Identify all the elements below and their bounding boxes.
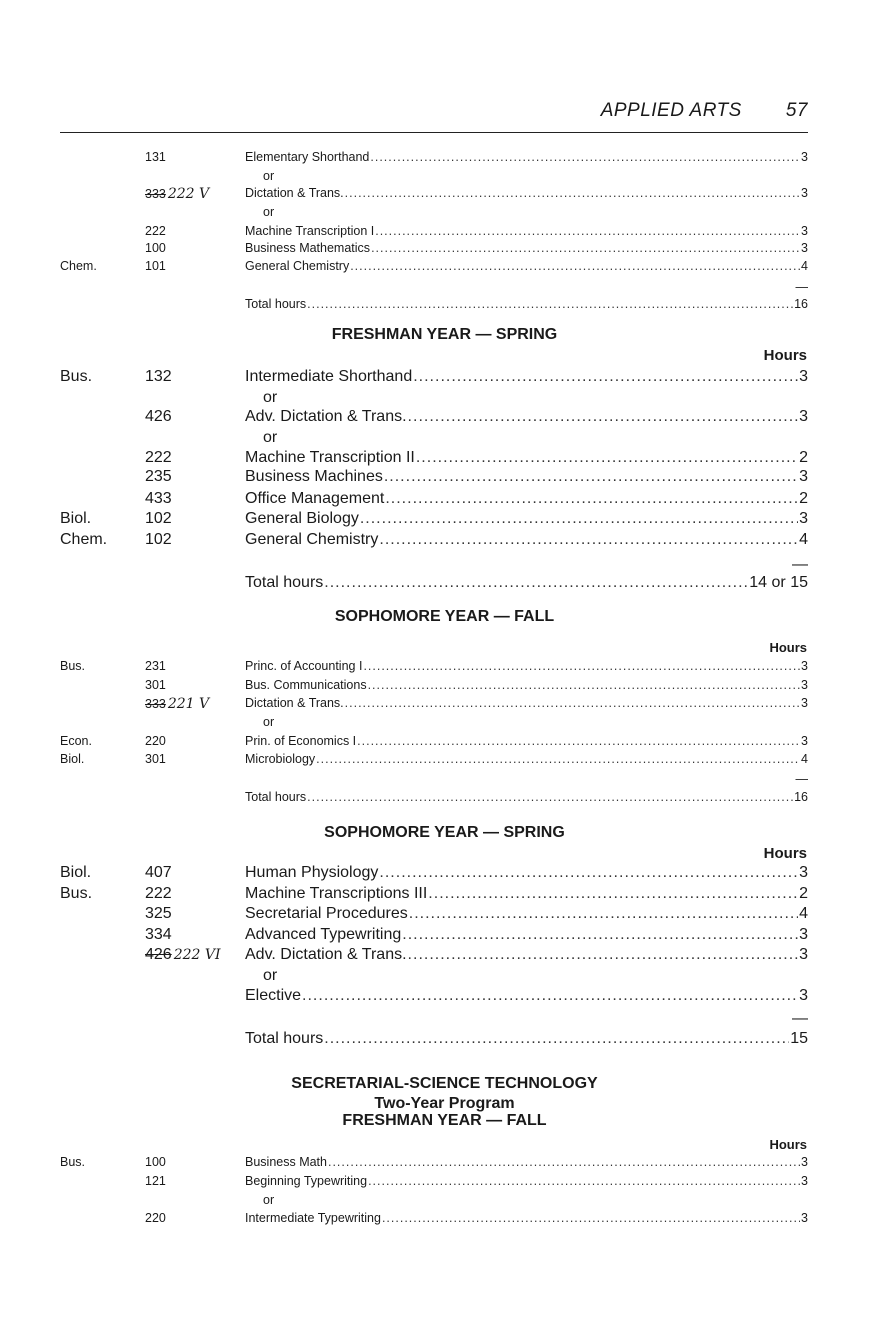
course-number xyxy=(145,449,172,467)
course-code-struck: 333 xyxy=(145,697,166,711)
course-title: Secretarial Procedures xyxy=(245,905,408,922)
course-code: 222 xyxy=(145,224,166,238)
credit-hours: 16 xyxy=(794,297,808,311)
credit-hours: 3 xyxy=(799,368,808,385)
course-row xyxy=(0,734,889,754)
credit-hours: 2 xyxy=(799,490,808,507)
course-number xyxy=(145,510,172,528)
course-title: Microbiology xyxy=(245,752,316,766)
course-title-line xyxy=(245,1155,808,1169)
department: Chem. xyxy=(60,259,97,273)
course-title: Dictation & Trans. xyxy=(245,186,344,200)
course-title: Total hours xyxy=(245,297,307,311)
leader-dots xyxy=(345,186,800,200)
course-title: Total hours xyxy=(245,790,307,804)
course-code: 433 xyxy=(145,490,172,507)
leader-dots xyxy=(379,531,798,549)
course-code-struck: 426 xyxy=(145,946,172,963)
course-title-line xyxy=(245,752,808,766)
course-title: Prin. of Economics I xyxy=(245,734,357,748)
course-title-line xyxy=(245,696,808,710)
credit-hours: 3 xyxy=(801,678,808,692)
course-title-line xyxy=(245,678,808,692)
leader-dots xyxy=(413,368,798,386)
total-rule xyxy=(0,556,889,576)
course-row xyxy=(0,468,889,488)
course-number xyxy=(145,864,172,882)
course-title-line xyxy=(245,531,808,549)
credit-hours: 3 xyxy=(799,510,808,527)
course-row xyxy=(0,150,889,170)
credit-hours: 4 xyxy=(801,259,808,273)
course-row xyxy=(0,946,889,966)
leader-dots xyxy=(302,987,798,1005)
leader-dots xyxy=(370,150,800,164)
course-number xyxy=(145,885,172,903)
course-code: 222 xyxy=(145,449,172,466)
course-code: 325 xyxy=(145,905,172,922)
course-number xyxy=(145,696,209,712)
course-title: Human Physiology xyxy=(245,864,379,881)
course-code: 301 xyxy=(145,678,166,692)
or-separator xyxy=(0,967,889,987)
leader-dots xyxy=(368,1174,800,1188)
course-title-line xyxy=(245,150,808,164)
hours-label: Hours xyxy=(763,845,807,862)
department: Biol. xyxy=(60,752,85,766)
leader-dots xyxy=(428,885,798,903)
handwritten-code: 222 V xyxy=(167,186,210,202)
course-number xyxy=(145,659,166,673)
handwritten-code: 221 V xyxy=(167,696,210,712)
credit-hours: 3 xyxy=(801,1155,808,1169)
course-row xyxy=(0,408,889,428)
or-label: or xyxy=(263,205,275,219)
course-title-line xyxy=(245,297,808,311)
department: Bus. xyxy=(60,368,93,385)
department: Bus. xyxy=(60,885,93,902)
or-label: or xyxy=(263,967,278,984)
or-separator xyxy=(0,1193,889,1213)
credit-hours: 2 xyxy=(799,449,808,466)
department: Bus. xyxy=(60,659,86,673)
department: Econ. xyxy=(60,734,92,748)
course-title: Bus. Communications xyxy=(245,678,367,692)
course-number xyxy=(145,926,172,944)
course-title: General Chemistry xyxy=(245,259,350,273)
course-row xyxy=(0,186,889,206)
credit-hours: 3 xyxy=(801,734,808,748)
course-row xyxy=(0,449,889,469)
course-title: Elective xyxy=(245,987,302,1004)
leader-dots xyxy=(385,490,798,508)
credit-hours: 3 xyxy=(801,696,808,710)
total-hours-row xyxy=(0,297,889,317)
course-number xyxy=(145,241,166,255)
course-number xyxy=(145,224,166,238)
course-title: Princ. of Accounting I xyxy=(245,659,363,673)
course-title-line xyxy=(245,259,808,273)
course-row xyxy=(0,987,889,1007)
course-row xyxy=(0,1211,889,1231)
department: Biol. xyxy=(60,510,92,527)
course-title-line xyxy=(245,574,808,592)
course-code: 407 xyxy=(145,864,172,881)
leader-dots xyxy=(350,259,800,273)
course-title-line xyxy=(245,790,808,804)
heading-two-year: Two-Year Program xyxy=(374,1095,515,1112)
course-title-line xyxy=(245,224,808,238)
total-hours-row xyxy=(0,1030,889,1050)
course-title: Machine Transcription II xyxy=(245,449,415,466)
credit-hours: 3 xyxy=(799,946,808,963)
leader-dots xyxy=(371,241,800,255)
course-code: 132 xyxy=(145,368,172,385)
course-number xyxy=(145,490,172,508)
page-header xyxy=(60,100,808,133)
course-number xyxy=(145,734,166,748)
course-code: 231 xyxy=(145,659,166,673)
or-separator xyxy=(0,205,889,225)
course-number xyxy=(145,408,172,426)
credit-hours: 2 xyxy=(799,885,808,902)
course-number xyxy=(145,905,172,923)
course-row xyxy=(0,659,889,679)
course-row xyxy=(0,531,889,551)
leader-dots xyxy=(384,468,798,486)
course-code: 222 xyxy=(145,885,172,902)
course-title-line xyxy=(245,449,808,467)
course-title-line xyxy=(245,1174,808,1188)
course-title: Beginning Typewriting xyxy=(245,1174,368,1188)
total-rule xyxy=(0,1010,889,1030)
course-title-line xyxy=(245,490,808,508)
credit-hours: 3 xyxy=(801,224,808,238)
course-code: 102 xyxy=(145,510,172,527)
course-title-line xyxy=(245,408,808,426)
credit-hours: 16 xyxy=(794,790,808,804)
or-label: or xyxy=(263,169,275,183)
course-title-line xyxy=(245,186,808,200)
course-title: Business Mathematics xyxy=(245,241,371,255)
course-title: Machine Transcriptions III xyxy=(245,885,428,902)
course-title-line xyxy=(245,734,808,748)
course-title: Intermediate Typewriting xyxy=(245,1211,381,1225)
leader-dots xyxy=(402,926,798,944)
leader-dots xyxy=(324,1030,789,1048)
dash-mark: — xyxy=(795,280,808,294)
course-code: 426 xyxy=(145,408,172,425)
course-row xyxy=(0,885,889,905)
course-row xyxy=(0,510,889,530)
course-number xyxy=(145,1174,166,1188)
course-title: Total hours xyxy=(245,574,324,591)
dash-mark: — xyxy=(795,772,808,786)
course-code: 220 xyxy=(145,734,166,748)
hours-label: Hours xyxy=(769,1137,807,1152)
course-code: 301 xyxy=(145,752,166,766)
total-hours-row xyxy=(0,790,889,810)
course-title: Adv. Dictation & Trans. xyxy=(245,408,407,425)
credit-hours: 3 xyxy=(801,186,808,200)
course-row xyxy=(0,678,889,698)
course-row xyxy=(0,259,889,279)
section-title: APPLIED ARTS xyxy=(600,100,742,121)
course-number xyxy=(145,1155,166,1169)
course-title-line xyxy=(245,905,808,923)
course-title: Dictation & Trans. xyxy=(245,696,344,710)
page-number: 57 xyxy=(785,100,808,121)
total-rule xyxy=(0,772,889,792)
leader-dots xyxy=(408,408,799,426)
course-code: 235 xyxy=(145,468,172,485)
credit-hours: 3 xyxy=(801,150,808,164)
course-row xyxy=(0,368,889,388)
course-code: 100 xyxy=(145,241,166,255)
course-title-line xyxy=(245,659,808,673)
leader-dots xyxy=(307,297,793,311)
course-title-line xyxy=(245,1211,808,1225)
course-title: Office Management xyxy=(245,490,385,507)
credit-hours: 15 xyxy=(790,1030,808,1047)
course-title: Elementary Shorthand xyxy=(245,150,370,164)
department: Biol. xyxy=(60,864,92,881)
course-code: 100 xyxy=(145,1155,166,1169)
handwritten-code: 222 VI xyxy=(173,947,221,963)
leader-dots xyxy=(316,752,800,766)
course-title-line xyxy=(245,864,808,882)
or-label: or xyxy=(263,389,278,406)
course-code: 121 xyxy=(145,1174,166,1188)
leader-dots xyxy=(382,1211,800,1225)
course-title-line xyxy=(245,926,808,944)
course-row xyxy=(0,490,889,510)
course-code-struck: 333 xyxy=(145,187,166,201)
heading-freshman-fall: FRESHMAN YEAR — FALL xyxy=(342,1112,547,1129)
course-title: Business Math xyxy=(245,1155,327,1169)
credit-hours: 3 xyxy=(799,468,808,485)
course-number xyxy=(145,678,166,692)
or-label: or xyxy=(263,715,275,729)
course-row xyxy=(0,864,889,884)
credit-hours: 3 xyxy=(799,926,808,943)
or-label: or xyxy=(263,1193,275,1207)
dash-mark: — xyxy=(792,1010,808,1027)
course-title-line xyxy=(245,468,808,486)
course-code: 334 xyxy=(145,926,172,943)
course-title-line xyxy=(245,241,808,255)
credit-hours: 3 xyxy=(801,1174,808,1188)
course-title: Intermediate Shorthand xyxy=(245,368,413,385)
course-title-line xyxy=(245,1030,808,1048)
course-number xyxy=(145,531,172,549)
course-title: Total hours xyxy=(245,1030,324,1047)
leader-dots xyxy=(324,574,748,592)
course-title-line xyxy=(245,368,808,386)
leader-dots xyxy=(375,224,800,238)
hours-label: Hours xyxy=(763,347,807,364)
course-row xyxy=(0,926,889,946)
leader-dots xyxy=(328,1155,800,1169)
leader-dots xyxy=(345,696,800,710)
course-number xyxy=(145,1211,166,1225)
course-title: Business Machines xyxy=(245,468,383,485)
course-code: 131 xyxy=(145,150,166,164)
or-separator xyxy=(0,429,889,449)
credit-hours: 3 xyxy=(801,1211,808,1225)
credit-hours: 3 xyxy=(799,987,808,1004)
heading-freshman-spring: FRESHMAN YEAR — SPRING xyxy=(331,326,558,343)
leader-dots xyxy=(368,678,800,692)
course-title-line xyxy=(245,510,808,528)
credit-hours: 3 xyxy=(799,408,808,425)
leader-dots xyxy=(379,864,798,882)
course-number xyxy=(145,946,221,964)
heading-sophomore-fall: SOPHOMORE YEAR — FALL xyxy=(334,608,555,625)
department: Bus. xyxy=(60,1155,86,1169)
course-row xyxy=(0,241,889,261)
dash-mark: — xyxy=(792,556,808,573)
course-code: 102 xyxy=(145,531,172,548)
course-row xyxy=(0,1155,889,1175)
heading-program-title: SECRETARIAL-SCIENCE TECHNOLOGY xyxy=(291,1075,598,1092)
leader-dots xyxy=(363,659,800,673)
or-label: or xyxy=(263,429,278,446)
credit-hours: 3 xyxy=(799,864,808,881)
credit-hours: 3 xyxy=(801,241,808,255)
department: Chem. xyxy=(60,531,108,548)
hours-label: Hours xyxy=(769,640,807,655)
leader-dots xyxy=(360,510,798,528)
course-title-line xyxy=(245,885,808,903)
course-code: 101 xyxy=(145,259,166,273)
course-row xyxy=(0,752,889,772)
course-title: Adv. Dictation & Trans. xyxy=(245,946,407,963)
course-row xyxy=(0,1174,889,1194)
course-title: General Biology xyxy=(245,510,359,527)
course-number xyxy=(145,259,166,273)
or-separator xyxy=(0,389,889,409)
course-code: 220 xyxy=(145,1211,166,1225)
course-title-line xyxy=(245,987,808,1005)
credit-hours: 4 xyxy=(799,531,808,548)
leader-dots xyxy=(409,905,798,923)
course-title: General Chemistry xyxy=(245,531,379,548)
leader-dots xyxy=(416,449,798,467)
course-row xyxy=(0,696,889,716)
leader-dots xyxy=(357,734,800,748)
course-title-line xyxy=(245,946,808,964)
leader-dots xyxy=(307,790,793,804)
credit-hours: 4 xyxy=(801,752,808,766)
heading-sophomore-spring: SOPHOMORE YEAR — SPRING xyxy=(324,824,565,841)
course-number xyxy=(145,752,166,766)
course-title: Machine Transcription I xyxy=(245,224,375,238)
course-title: Advanced Typewriting xyxy=(245,926,402,943)
course-number xyxy=(145,150,166,164)
course-number xyxy=(145,368,172,386)
credit-hours: 3 xyxy=(801,659,808,673)
credit-hours: 4 xyxy=(799,905,808,922)
credit-hours: 14 or 15 xyxy=(749,574,808,591)
course-row xyxy=(0,905,889,925)
total-hours-row xyxy=(0,574,889,594)
course-number xyxy=(145,468,172,486)
course-number xyxy=(145,186,209,202)
or-separator xyxy=(0,715,889,735)
leader-dots xyxy=(408,946,799,964)
